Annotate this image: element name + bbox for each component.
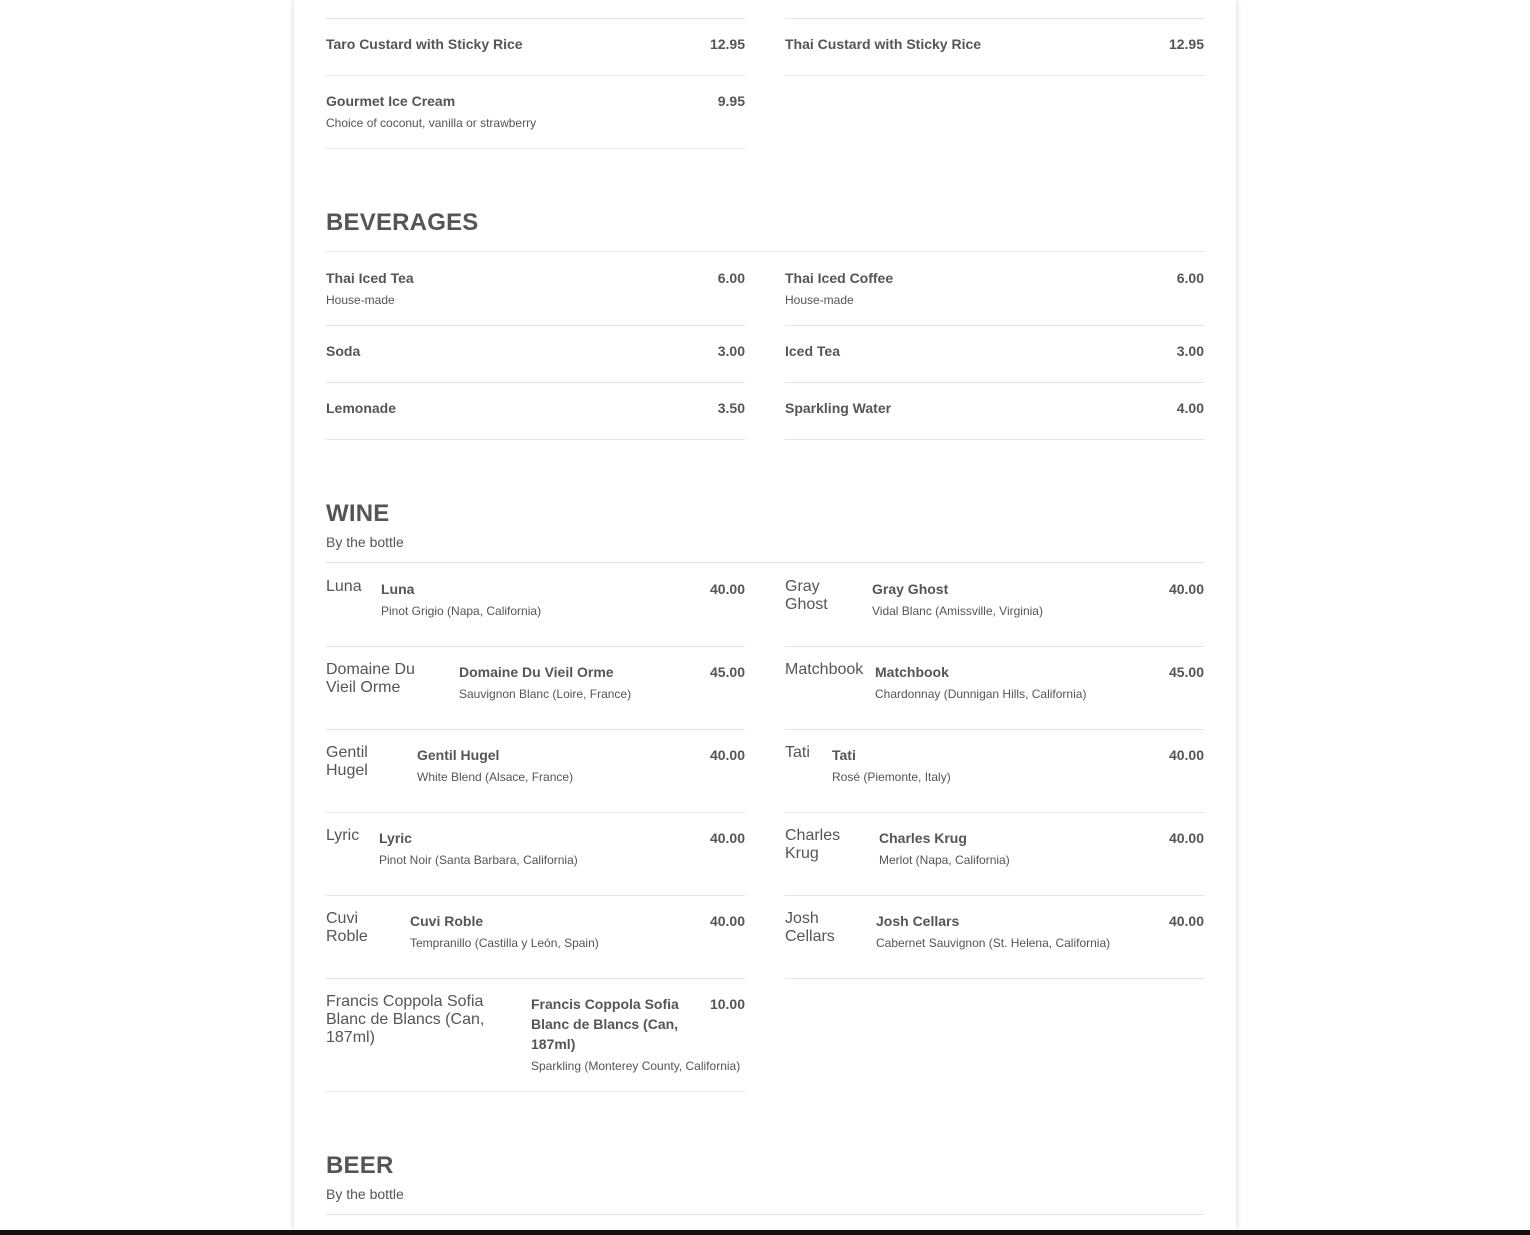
item-price: 40.00 [1168, 830, 1204, 846]
item-price: 40.00 [709, 581, 745, 597]
section-title-wine: WINE [326, 500, 390, 527]
divider [785, 325, 1204, 326]
item-description: Vidal Blanc (Amissville, Virginia) [872, 604, 1043, 618]
section-subtitle: By the bottle [326, 534, 404, 550]
item-price: 40.00 [709, 830, 745, 846]
divider [326, 646, 745, 647]
item-price: 40.00 [1168, 747, 1204, 763]
item-price: 40.00 [1168, 581, 1204, 597]
section-divider [326, 1214, 1204, 1215]
divider [785, 729, 1204, 730]
item-price: 3.50 [717, 400, 745, 416]
divider [785, 895, 1204, 896]
item-name: Matchbook [875, 664, 949, 680]
item-name: Charles Krug [879, 830, 967, 846]
item-name: Sparkling Water [785, 400, 892, 416]
item-name: Tati [832, 747, 856, 763]
divider [326, 729, 745, 730]
item-description: House-made [785, 293, 854, 307]
divider [326, 1091, 745, 1092]
divider [785, 439, 1204, 440]
item-description: Choice of coconut, vanilla or strawberry [326, 116, 537, 130]
item-price: 45.00 [709, 664, 745, 680]
wine-image: Josh Cellars [785, 910, 835, 945]
item-price: 4.00 [1176, 400, 1204, 416]
item-price: 12.95 [1168, 36, 1204, 52]
item-name: Gentil Hugel [417, 747, 500, 763]
divider [785, 382, 1204, 383]
divider [785, 812, 1204, 813]
divider [326, 148, 745, 149]
item-name: Domaine Du Vieil Orme [459, 664, 614, 680]
divider [785, 978, 1204, 979]
wine-image: Domaine Du Vieil Orme [326, 661, 415, 696]
item-name: Thai Custard with Sticky Rice [785, 36, 982, 52]
item-description: Tempranillo (Castilla y León, Spain) [410, 936, 599, 950]
item-price: 40.00 [709, 747, 745, 763]
item-name: Iced Tea [785, 343, 840, 359]
item-description: White Blend (Alsace, France) [417, 770, 574, 784]
item-name: Luna [381, 581, 415, 597]
wine-image: Tati [785, 744, 810, 761]
item-description: Cabernet Sauvignon (St. Helena, California) [876, 936, 1111, 950]
item-price: 40.00 [709, 913, 745, 929]
item-name: Thai Iced Tea [326, 270, 414, 286]
divider [785, 18, 1204, 19]
item-name: Thai Iced Coffee [785, 270, 894, 286]
section-divider [326, 251, 1204, 252]
item-name: Lyric [379, 830, 412, 846]
item-description: Pinot Noir (Santa Barbara, California) [379, 853, 578, 867]
wine-image: Francis Coppola Sofia Blanc de Blancs (Can, 187ml) [326, 993, 485, 1046]
wine-image: Cuvi Roble [326, 910, 368, 945]
divider [326, 18, 745, 19]
item-description: Chardonnay (Dunnigan Hills, California) [875, 687, 1087, 701]
divider [326, 439, 745, 440]
divider [326, 895, 745, 896]
wine-image: Gray Ghost [785, 578, 828, 613]
item-price: 45.00 [1168, 664, 1204, 680]
item-price: 3.00 [1176, 343, 1204, 359]
item-price: 10.00 [709, 996, 745, 1012]
divider [326, 75, 745, 76]
section-title-beverages: BEVERAGES [326, 209, 479, 236]
divider [785, 75, 1204, 76]
item-name: Josh Cellars [876, 913, 960, 929]
section-subtitle: By the bottle [326, 1186, 404, 1202]
item-name: Cuvi Roble [410, 913, 484, 929]
item-name: Taro Custard with Sticky Rice [326, 36, 523, 52]
item-name: Lemonade [326, 400, 397, 416]
item-name: Gourmet Ice Cream [326, 93, 456, 109]
divider [326, 382, 745, 383]
section-divider [326, 562, 1204, 563]
wine-image: Lyric [326, 827, 360, 844]
divider [326, 812, 745, 813]
item-price: 6.00 [1176, 270, 1204, 286]
item-price: 3.00 [717, 343, 745, 359]
item-name: Francis Coppola Sofia Blanc de Blancs (Can, 187ml) [531, 996, 679, 1052]
wine-image: Luna [326, 578, 362, 595]
divider [785, 646, 1204, 647]
item-price: 12.95 [709, 36, 745, 52]
wine-image: Gentil Hugel [326, 744, 368, 779]
item-price: 6.00 [717, 270, 745, 286]
item-description: Merlot (Napa, California) [879, 853, 1010, 867]
divider [326, 325, 745, 326]
item-name: Soda [326, 343, 361, 359]
item-description: Rosé (Piemonte, Italy) [832, 770, 951, 784]
wine-image: Charles Krug [785, 827, 841, 862]
item-description: House-made [326, 293, 395, 307]
item-name: Gray Ghost [872, 581, 949, 597]
item-description: Sparkling (Monterey County, California) [531, 1059, 741, 1073]
item-price: 9.95 [717, 93, 745, 109]
window-bottom-edge [0, 1230, 1530, 1235]
item-description: Sauvignon Blanc (Loire, France) [459, 687, 632, 701]
item-price: 40.00 [1168, 913, 1204, 929]
wine-image: Matchbook [785, 661, 864, 678]
section-title-beer: BEER [326, 1152, 394, 1179]
item-description: Pinot Grigio (Napa, California) [381, 604, 542, 618]
divider [326, 978, 745, 979]
